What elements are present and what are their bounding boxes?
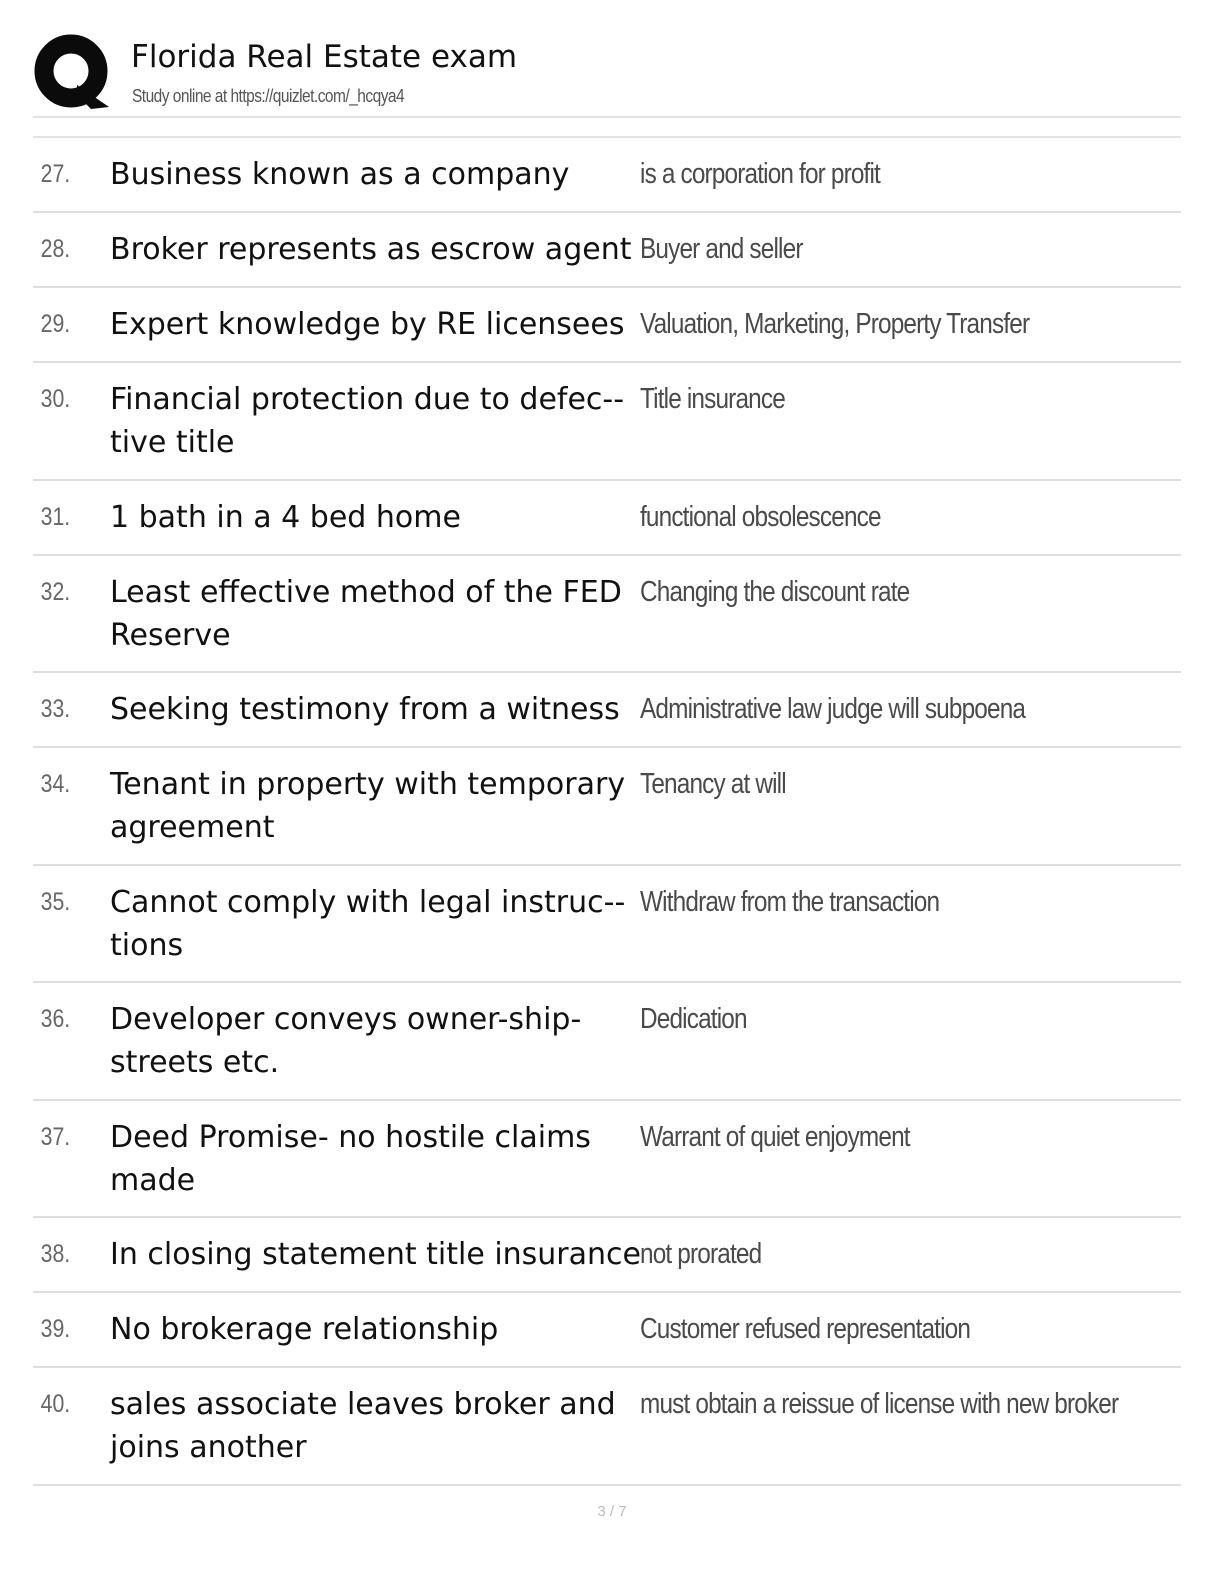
card-number: 27. <box>40 160 71 188</box>
flashcard-row <box>33 866 1181 984</box>
flashcard-row <box>33 1293 1181 1368</box>
card-term: Cannot comply with legal instruc-tions <box>110 884 626 963</box>
flashcard-row <box>33 213 1181 288</box>
card-definition: functional obsolescence <box>640 500 881 533</box>
card-number: 29. <box>40 310 71 338</box>
card-number: 40. <box>40 1390 71 1418</box>
card-number: 32. <box>40 577 71 606</box>
flashcard-row <box>33 288 1181 363</box>
card-term: Expert knowledge by RE licensees <box>110 307 625 342</box>
flashcard-row <box>33 1101 1181 1219</box>
page-number: 3 / 7 <box>597 1503 627 1520</box>
card-number: 37. <box>40 1122 71 1151</box>
card-definition: Changing the discount rate <box>640 575 910 608</box>
card-term: sales associate leaves broker and joins another <box>110 1387 616 1465</box>
deck-title: Florida Real Estate exam <box>131 39 518 75</box>
flashcard-row <box>33 138 1181 213</box>
card-number: 28. <box>40 235 71 263</box>
card-number: 36. <box>40 1005 71 1033</box>
card-term: Broker represents as escrow agent <box>110 232 632 267</box>
card-term: In closing statement title insurance <box>110 1237 641 1272</box>
quizlet-logo-icon <box>33 33 113 113</box>
card-definition: Warrant of quiet enjoyment <box>640 1120 910 1153</box>
card-number: 34. <box>40 770 71 798</box>
flashcard-row <box>33 556 1181 674</box>
card-term: Seeking testimony from a witness <box>110 692 620 727</box>
flashcard-row <box>33 673 1181 748</box>
card-definition: must obtain a reissue of license with new broker <box>640 1388 1119 1420</box>
flashcard-row <box>33 1218 1181 1293</box>
flashcard-list <box>33 138 1181 1486</box>
card-number: 30. <box>40 385 71 413</box>
card-definition: Buyer and seller <box>640 233 803 265</box>
card-definition: Dedication <box>640 1003 747 1035</box>
flashcard-row <box>33 748 1181 866</box>
card-number: 35. <box>40 887 71 916</box>
card-number: 38. <box>40 1240 71 1268</box>
card-term: Financial protection due to defec-tive title <box>110 382 625 460</box>
card-term: Least effective method of the FED Reserve <box>110 574 622 653</box>
flashcard-row <box>33 1368 1181 1486</box>
study-online-link[interactable]: Study online at https://quizlet.com/_hcqya4 <box>132 86 405 106</box>
card-definition: Administrative law judge will subpoena <box>640 693 1026 725</box>
header-divider <box>33 116 1181 118</box>
card-number: 39. <box>40 1315 71 1343</box>
card-term: 1 bath in a 4 bed home <box>110 499 461 535</box>
flashcard-row <box>33 983 1181 1101</box>
card-number: 33. <box>40 695 71 723</box>
flashcard-row <box>33 481 1181 556</box>
card-term: Business known as a company <box>110 157 570 192</box>
card-definition: Title insurance <box>640 383 785 415</box>
card-number: 31. <box>40 502 71 531</box>
card-definition: Valuation, Marketing, Property Transfer <box>640 308 1030 340</box>
card-definition: not prorated <box>640 1238 762 1270</box>
card-term: Developer conveys owner-ship-streets etc. <box>110 1002 582 1080</box>
page-header <box>0 0 1224 120</box>
card-term: Deed Promise- no hostile claims made <box>110 1119 591 1198</box>
card-term: No brokerage relationship <box>110 1312 499 1347</box>
card-definition: Tenancy at will <box>640 768 786 800</box>
card-definition: Withdraw from the transaction <box>640 885 940 918</box>
card-definition: is a corporation for profit <box>640 158 880 190</box>
flashcard-row <box>33 363 1181 481</box>
card-definition: Customer refused representation <box>640 1313 971 1345</box>
card-term: Tenant in property with temporary agreement <box>110 767 626 845</box>
